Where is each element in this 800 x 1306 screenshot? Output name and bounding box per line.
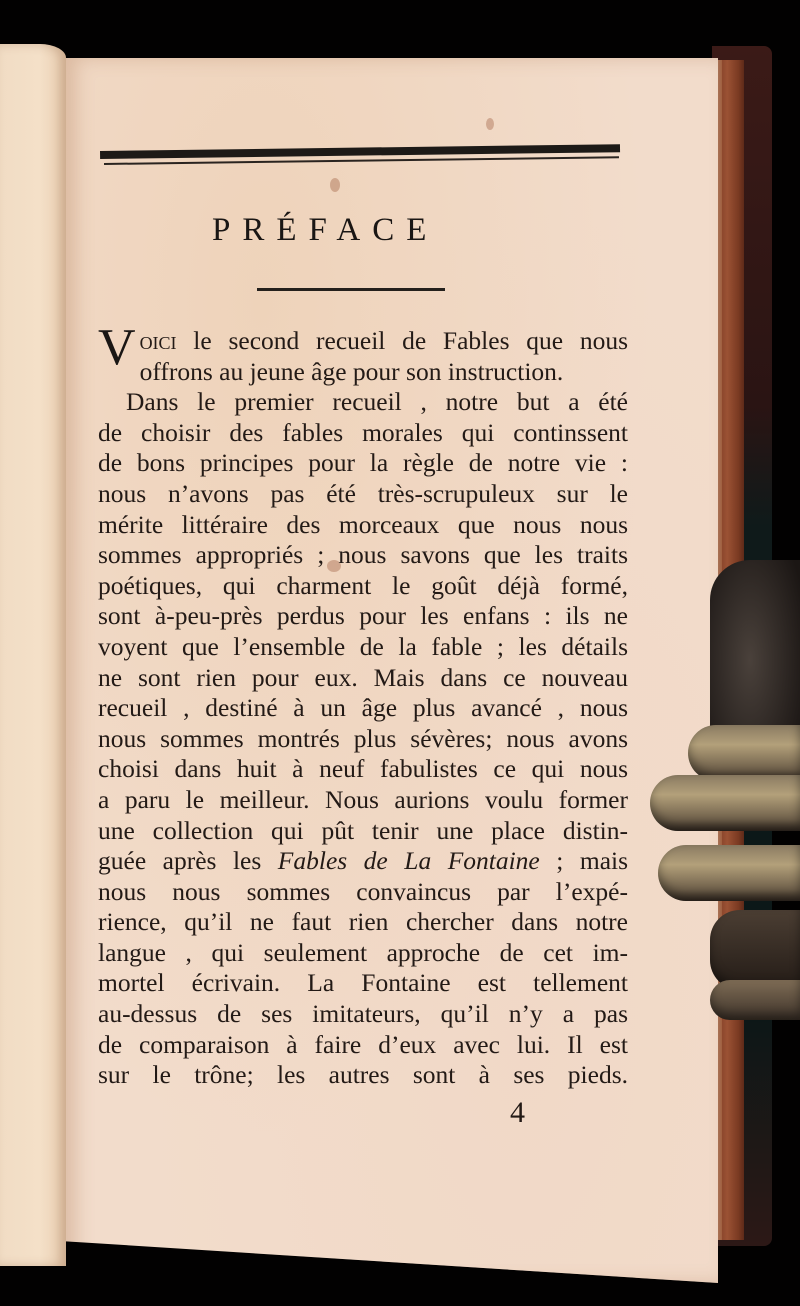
weight-finger	[650, 775, 800, 831]
text-line: sont à-peu-près perdus pour les enfans : ils ne	[98, 601, 628, 631]
weight-finger	[688, 725, 800, 781]
text-line: mortel écrivain. La Fontaine est tellement	[98, 968, 628, 998]
text-line: poétiques, qui charment le goût déjà formé,	[98, 570, 628, 600]
text-line: a paru le meilleur. Nous aurions voulu former	[98, 784, 628, 814]
text-line: ne sont rien pour eux. Mais dans ce nouveau	[98, 662, 628, 692]
text-line: de comparaison à faire d’eux avec lui. Il est	[98, 1029, 628, 1059]
text-line: voyent que l’ensemble de la fable ; les détails	[98, 631, 628, 661]
title-underline-rule	[257, 288, 445, 291]
ornamental-header-rule	[100, 151, 620, 167]
text-line: guée après les Fables de La Fontaine ; mais	[98, 846, 629, 876]
text-line: rience, qu’il ne faut rien chercher dans notre	[98, 907, 628, 937]
text-line: recueil , destiné à un âge plus avancé , nous	[98, 693, 628, 723]
left-facing-page	[0, 44, 66, 1266]
paper-stain	[330, 178, 340, 192]
book-title-italic: Fables de La Fontaine	[277, 846, 540, 876]
text-line: offrons au jeune âge pour son instruction.	[139, 356, 564, 386]
text-line: nous nous sommes convaincus par l’expé-	[98, 876, 628, 906]
text-line: au-dessus de ses imitateurs, qu’il n’y a pas	[98, 999, 628, 1029]
drop-cap: V	[98, 319, 136, 376]
text-line: Voici le second recueil de Fables que nous	[98, 319, 628, 376]
text-line: Dans le premier recueil , notre but a été	[126, 387, 628, 417]
text-line: nous sommes montrés plus sévères; nous avons	[98, 723, 628, 753]
text-line: sommes appropriés ; nous savons que les traits	[98, 540, 628, 570]
text-line: une collection qui pût tenir une place distin-	[98, 815, 628, 845]
text-line: mérite littéraire des morceaux que nous nous	[98, 509, 628, 539]
text-line: sur le trône; les autres sont à ses pieds.	[98, 1060, 628, 1090]
paper-stain	[486, 118, 494, 130]
page-title: PRÉFACE	[212, 212, 439, 248]
text-line: de bons principes pour la règle de notre vie :	[98, 448, 628, 478]
text-line: de choisir des fables morales qui continssent	[98, 417, 628, 447]
preface-text	[98, 319, 629, 1091]
weight-finger	[710, 980, 800, 1020]
text-line: langue , qui seulement approche de cet im-	[98, 937, 628, 967]
weight-finger	[658, 845, 800, 901]
page-number: 4	[510, 1096, 525, 1129]
metal-book-weight	[650, 550, 800, 1050]
text-line: choisi dans huit à neuf fabulistes ce qui nous	[98, 754, 628, 784]
weight-base	[710, 910, 800, 990]
title-block	[212, 212, 512, 256]
text-line: nous n’avons pas été très-scrupuleux sur le	[98, 478, 628, 508]
